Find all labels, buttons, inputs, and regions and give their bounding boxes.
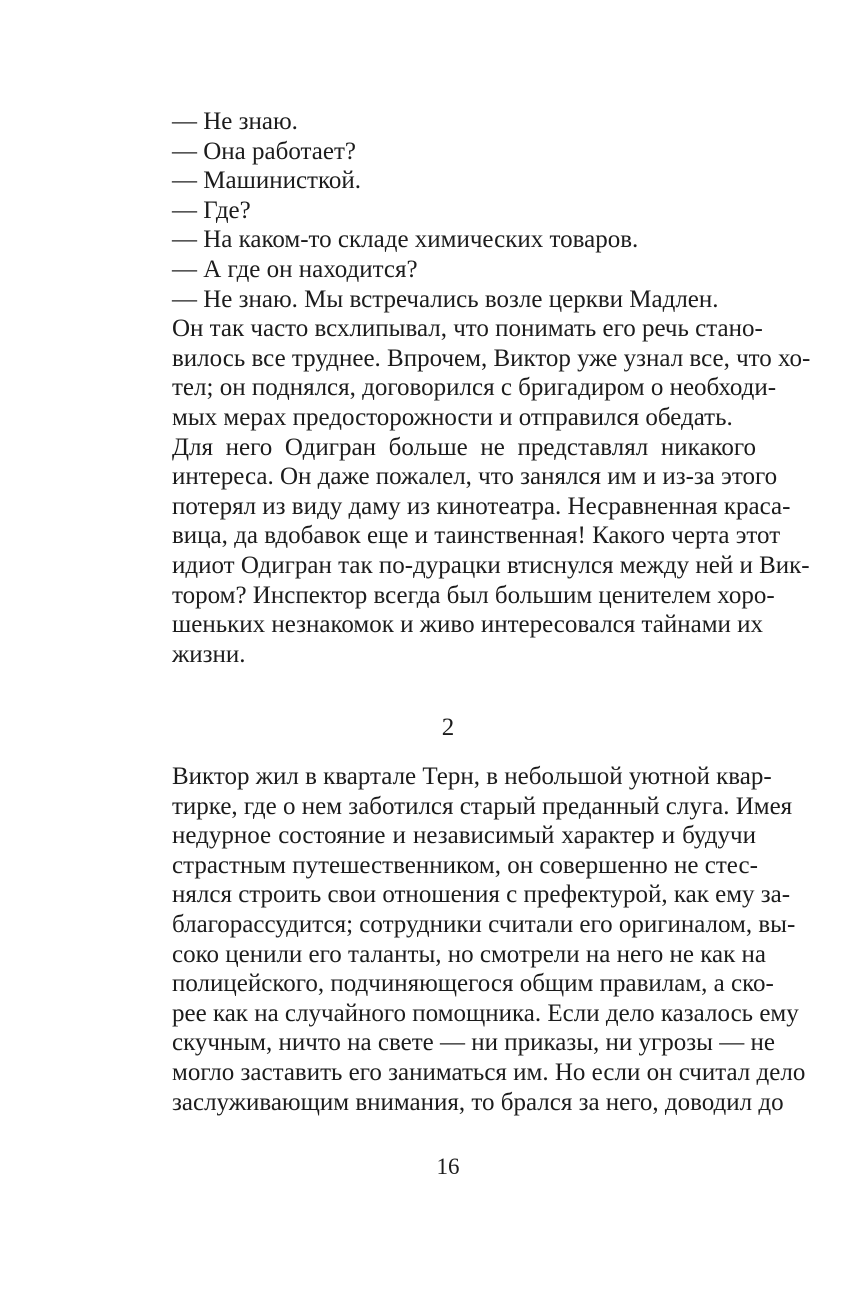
text-line: — Не знаю. Мы встречались возле церкви Мадлен.	[172, 285, 719, 313]
text-section-1	[172, 107, 811, 669]
text-line: заслуживающим внимания, то брался за него, доводил до	[172, 1088, 784, 1116]
text-line: — Где?	[172, 196, 251, 224]
text-line: соко ценили его таланты, но смотрели на него не как на	[172, 940, 766, 968]
text-line: недурное состояние и независимый характер и будучи	[172, 822, 756, 850]
text-line: потерял из виду даму из кинотеатра. Несравненная краса-	[172, 492, 791, 520]
text-line: — Машинисткой.	[172, 167, 361, 195]
text-line: тирке, где о нем заботился старый преданный слуга. Имея	[172, 792, 793, 820]
text-line: скучным, ничто на свете — ни приказы, ни угрозы — не	[172, 1029, 775, 1057]
text-line: Он так часто всхлипывал, что понимать его речь стано-	[172, 315, 763, 343]
text-line: — На каком-то складе химических товаров.	[172, 226, 639, 254]
text-line: — А где он находится?	[172, 255, 418, 283]
text-line: могло заставить его заниматься им. Но если он считал дело	[172, 1058, 806, 1086]
page-number: 16	[436, 1154, 460, 1179]
text-line: мых мерах предосторожности и отправился обедать.	[172, 403, 733, 431]
text-line: Для него Одигран больше не представлял никакого	[172, 433, 756, 461]
text-line: благорассудится; сотрудники считали его оригиналом, вы-	[172, 910, 796, 938]
text-line: жизни.	[172, 640, 246, 668]
text-line: шеньких незнакомок и живо интересовался тайнами их	[172, 611, 764, 639]
text-line: страстным путешественником, он совершенно не стес-	[172, 851, 758, 879]
text-line: — Не знаю.	[172, 108, 298, 135]
chapter-number: 2	[441, 714, 455, 741]
text-line: вица, да вдобавок еще и таинственная! Какого черта этот	[172, 522, 781, 550]
text-line: вилось все труднее. Впрочем, Виктор уже узнал все, что хо-	[172, 344, 811, 372]
text-line: Виктор жил в квартале Терн, в небольшой уютной квар-	[172, 763, 772, 790]
text-line: — Она работает?	[172, 137, 356, 165]
text-line: нялся строить свои отношения с префектурой, как ему за-	[172, 881, 791, 909]
text-line: интереса. Он даже пожалел, что занялся им и из-за этого	[172, 463, 778, 491]
text-line: идиот Одигран так по-дурацки втиснулся между ней и Вик-	[172, 551, 810, 579]
text-line: полицейского, подчиняющегося общим правилам, а ско-	[172, 970, 774, 998]
text-line: тором? Инспектор всегда был большим ценителем хоро-	[172, 581, 775, 609]
text-line: тел; он поднялся, договорился с бригадиром о необходи-	[172, 374, 777, 402]
text-section-2	[172, 762, 806, 1117]
text-line: рее как на случайного помощника. Если дело казалось ему	[172, 999, 799, 1027]
